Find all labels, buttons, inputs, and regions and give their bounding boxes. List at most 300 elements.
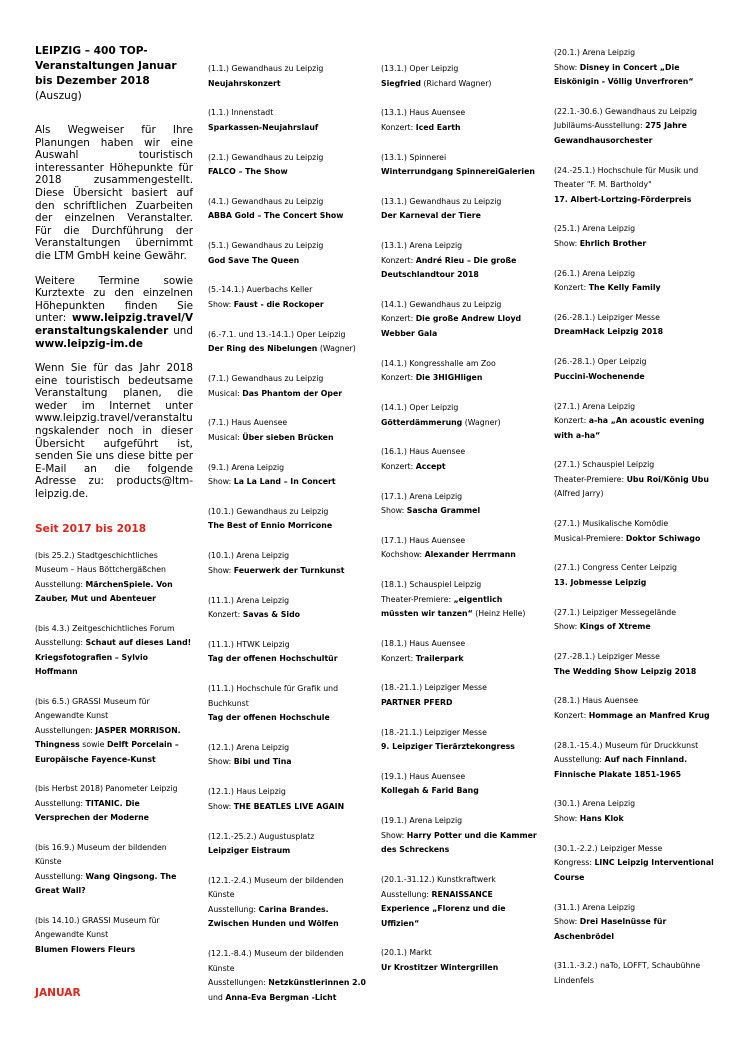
event-title: Ur Krostitzer Wintergrillen xyxy=(381,962,499,972)
event-category: Ausstellung: xyxy=(35,638,84,648)
event-title: Der Karneval der Tiere xyxy=(381,211,481,221)
event-title: Trailerpark xyxy=(415,653,464,663)
event-entry xyxy=(381,490,539,519)
event-category: Ausstellungen: xyxy=(35,725,93,735)
event-title: Drei Haselnüsse für Aschenbrödel xyxy=(554,917,667,941)
event-entry xyxy=(35,782,193,826)
event-title: 13. Jobmesse Leipzig xyxy=(554,577,647,587)
event-detail xyxy=(208,209,366,224)
event-detail xyxy=(554,119,714,148)
event-entry xyxy=(381,814,539,858)
event-category: Konzert: xyxy=(381,373,414,383)
event-date-venue: (27.1.) Arena Leipzig xyxy=(554,401,636,411)
event-date-venue: (1.1.) Gewandhaus zu Leipzig xyxy=(208,64,324,73)
event-entry xyxy=(208,830,366,859)
event-title: 275 Jahre Gewandhausorchester xyxy=(554,121,687,145)
event-category: Show: xyxy=(554,813,578,823)
event-detail xyxy=(554,576,714,591)
event-title: Hans Klok xyxy=(579,813,624,823)
event-title: Leipziger Eistraum xyxy=(208,846,291,856)
event-detail xyxy=(381,254,539,283)
event-entry xyxy=(208,416,366,445)
event-title: Blumen Flowers Fleurs xyxy=(35,944,136,954)
event-detail xyxy=(554,281,714,296)
event-entry xyxy=(381,151,539,180)
event-date-venue: (13.1.) Oper Leipzig xyxy=(381,64,459,73)
event-date-venue: (31.1.-3.2.) naTo, LOFFT, Schaubühne Lindenfels xyxy=(554,961,701,985)
event-detail xyxy=(208,298,366,313)
event-detail xyxy=(554,812,714,827)
event-date-venue: (12.1.-8.4.) Museum der bildenden Künste xyxy=(208,949,344,973)
intro-paragraph-1: Als Wegweiser für Ihre Planungen haben wir eine Auswahl touristisch interessanter Höhepunkte für 2018 zusammengestellt. Diese Übersicht basiert auf den schriftlichen Zuarbeiten der einzelnen Veranstalter. Für die Durchführung der Veranstaltungen übernimmt die LTM GmbH keine Gewähr. xyxy=(35,124,193,262)
event-detail xyxy=(554,237,714,252)
event-entry xyxy=(208,328,366,357)
event-date-venue: (12.1.-2.4.) Museum der bildenden Künste xyxy=(208,875,344,900)
event-entry xyxy=(381,195,539,224)
event-detail xyxy=(554,325,714,340)
event-detail xyxy=(208,652,366,667)
column-events-2 xyxy=(208,62,366,1020)
event-note: (Wagner) xyxy=(319,344,356,354)
event-detail xyxy=(381,504,539,519)
event-category: Konzert: xyxy=(381,461,414,471)
event-date-venue: (26.1.) Arena Leipzig xyxy=(554,268,636,278)
event-detail xyxy=(35,797,193,826)
event-date-venue: (13.1.) Haus Auensee xyxy=(381,108,466,118)
event-detail xyxy=(35,943,193,958)
event-date-venue: (1.1.) Innenstadt xyxy=(208,108,274,118)
event-title: The Kelly Family xyxy=(588,283,661,293)
event-date-venue: (12.1.) Arena Leipzig xyxy=(208,742,290,752)
event-entry xyxy=(554,458,714,502)
event-title: Hommage an Manfred Krug xyxy=(588,710,710,720)
event-date-venue: (20.1.) Markt xyxy=(381,948,432,958)
event-title: Sascha Grammel xyxy=(406,506,481,516)
event-title: Kollegah & Farid Bang xyxy=(381,786,479,796)
event-entry xyxy=(554,517,714,546)
event-detail xyxy=(381,209,539,224)
event-title: Die 3HIGHligen xyxy=(415,373,483,383)
event-title: Carina Brandes. Zwischen Hunden und Wölfen xyxy=(208,904,339,929)
event-category: Musical: xyxy=(208,432,240,442)
event-entry xyxy=(208,741,366,770)
event-entry xyxy=(554,400,714,444)
event-category: Kongress: xyxy=(554,858,592,868)
event-date-venue: (bis Herbst 2018) Panometer Leipzig xyxy=(35,784,178,794)
event-category: Show: xyxy=(208,477,232,487)
event-detail xyxy=(554,532,714,547)
event-title: Das Phantom der Oper xyxy=(242,388,343,398)
event-date-venue: (19.1.) Haus Auensee xyxy=(381,771,466,781)
event-title: Bibi und Tina xyxy=(233,757,292,767)
event-date-venue: (bis 14.10.) GRASSI Museum für Angewandte Kunst xyxy=(35,915,160,940)
event-date-venue: (24.-25.1.) Hochschule für Musik und Theater "F. M. Bartholdy" xyxy=(554,165,699,190)
event-title: Winterrundgang SpinnereiGalerien xyxy=(381,167,535,177)
event-date-venue: (16.1.) Haus Auensee xyxy=(381,447,466,457)
event-title: 9. Leipziger Tierärztekongress xyxy=(381,742,515,752)
event-note: (Alfred Jarry) xyxy=(554,489,604,499)
event-date-venue: (25.1.) Arena Leipzig xyxy=(554,224,636,234)
event-category: Musical-Premiere: xyxy=(554,533,624,543)
event-title: 17. Albert-Lortzing-Förderpreis xyxy=(554,194,692,204)
event-detail xyxy=(35,870,193,899)
event-detail xyxy=(381,121,539,136)
event-entry xyxy=(381,534,539,563)
event-category: Show: xyxy=(554,917,578,927)
event-detail xyxy=(208,475,366,490)
event-entry xyxy=(208,106,366,135)
event-title: TITANIC. Die Versprechen der Moderne xyxy=(35,798,149,823)
event-detail xyxy=(208,903,366,932)
event-title: LINC Leipzig Interventional Course xyxy=(554,858,714,882)
event-entry xyxy=(554,797,714,826)
event-entry xyxy=(208,372,366,401)
event-date-venue: (7.1.) Gewandhaus zu Leipzig xyxy=(208,374,324,384)
event-entry xyxy=(381,770,539,799)
event-category: Theater-Premiere: xyxy=(554,474,625,484)
event-detail xyxy=(381,77,539,92)
event-category: Jubiläums-Ausstellung: xyxy=(554,121,643,131)
event-entry xyxy=(208,638,366,667)
event-detail xyxy=(554,665,714,680)
event-detail xyxy=(381,740,539,755)
event-category: Ausstellung: xyxy=(554,755,603,765)
event-title: God Save The Queen xyxy=(208,255,300,265)
event-detail xyxy=(381,829,539,858)
event-entry xyxy=(381,681,539,710)
event-date-venue: (12.1.-25.2.) Augustusplatz xyxy=(208,831,315,841)
event-detail xyxy=(554,193,714,208)
event-category: Ausstellung: xyxy=(35,871,84,881)
event-title: Alexander Herrmann xyxy=(424,550,516,560)
event-category: Show: xyxy=(554,622,578,632)
event-date-venue: (11.1.) Hochschule für Grafik und Buchkunst xyxy=(208,684,339,708)
event-entry xyxy=(381,873,539,931)
event-title: RENAISSANCE Experience „Florenz und die Uffizien“ xyxy=(381,889,506,928)
page-title xyxy=(35,44,193,104)
event-title-2: Anna-Eva Bergman -Licht xyxy=(225,992,337,1002)
event-entry xyxy=(381,298,539,342)
event-title: MärchenSpiele. Von Zauber, Mut und Abenteuer xyxy=(35,579,173,604)
event-date-venue: (bis 25.2.) Stadtgeschichtliches Museum – Haus Böttchergäßchen xyxy=(35,550,166,575)
page-title-text: LEIPZIG – 400 TOP-Veranstaltungen Januar bis Dezember 2018 xyxy=(35,45,177,87)
seit-entries-list xyxy=(35,549,193,958)
event-title: Harry Potter und die Kammer des Schreckens xyxy=(381,830,537,855)
event-note: (Richard Wagner) xyxy=(423,78,492,88)
event-category: Musical: xyxy=(208,388,240,398)
event-title: Feuerwerk der Turnkunst xyxy=(233,565,345,575)
event-detail xyxy=(554,414,714,443)
event-detail xyxy=(35,636,193,680)
event-title: Puccini-Wochenende xyxy=(554,371,645,381)
event-entry xyxy=(208,594,366,623)
event-detail xyxy=(554,473,714,502)
event-title: Neujahrskonzert xyxy=(208,78,281,88)
event-entry xyxy=(554,694,714,723)
event-entry xyxy=(381,62,539,91)
event-date-venue: (28.1.-15.4.) Museum für Druckkunst xyxy=(554,740,699,750)
event-title: „eigentlich müssten wir tanzen“ xyxy=(381,594,503,619)
event-title: Über sieben Brücken xyxy=(242,432,334,442)
event-entry xyxy=(35,695,193,768)
event-title: Savas & Sido xyxy=(242,610,301,620)
intro-paragraph-3: Wenn Sie für das Jahr 2018 eine touristisch bedeutsame Veranstaltung planen, die weder im Internet unter www.leipzig.travel/veranstaltungskalender noch in dieser Übersicht aufgeführt ist, senden Sie uns diese bitte per E-Mail an die folgende Adresse zu: products@ltm-leipzig.de. xyxy=(35,362,193,501)
event-category: Ausstellung: xyxy=(35,798,84,808)
event-entry xyxy=(554,267,714,296)
event-date-venue: (27.1.) Leipziger Messegelände xyxy=(554,607,677,617)
event-date-venue: (20.1.-31.12.) Kunstkraftwerk xyxy=(381,875,496,885)
event-date-venue: (18.1.) Schauspiel Leipzig xyxy=(381,580,482,590)
event-title: Wang Qingsong. The Great Wall? xyxy=(35,871,177,896)
event-title: Der Ring des Nibelungen xyxy=(208,344,318,354)
event-date-venue: (19.1.) Arena Leipzig xyxy=(381,816,463,826)
event-title: The Wedding Show Leipzig 2018 xyxy=(554,666,697,676)
event-entry xyxy=(35,914,193,958)
event-entry xyxy=(554,650,714,679)
event-entry xyxy=(381,726,539,755)
event-detail xyxy=(381,165,539,180)
event-detail xyxy=(381,888,539,932)
event-date-venue: (28.1.) Haus Auensee xyxy=(554,696,639,706)
event-date-venue: (bis 6.5.) GRASSI Museum für Angewandte Kunst xyxy=(35,696,150,721)
event-category: Show: xyxy=(208,299,232,309)
event-detail xyxy=(381,961,539,976)
event-title: DreamHack Leipzig 2018 xyxy=(554,327,664,337)
event-date-venue: (14.1.) Gewandhaus zu Leipzig xyxy=(381,299,502,309)
event-detail xyxy=(208,387,366,402)
link-leipzig-im[interactable]: www.leipzig-im.de xyxy=(35,337,143,350)
event-entry xyxy=(208,151,366,180)
event-detail xyxy=(208,254,366,269)
event-entry xyxy=(381,239,539,283)
event-category: Ausstellungen: xyxy=(208,978,266,988)
event-connector: sowie xyxy=(82,740,105,750)
event-date-venue: (27.1.) Schauspiel Leipzig xyxy=(554,460,655,470)
event-entry xyxy=(35,622,193,680)
event-title: Die große Andrew Lloyd Webber Gala xyxy=(381,314,522,338)
event-date-venue: (17.1.) Haus Auensee xyxy=(381,535,466,545)
event-entry xyxy=(381,637,539,666)
event-detail xyxy=(381,784,539,799)
event-detail xyxy=(208,844,366,859)
event-date-venue: (7.1.) Haus Auensee xyxy=(208,418,288,428)
event-category: Konzert: xyxy=(381,653,414,663)
link-veranstaltungskalender[interactable]: www.leipzig.travel/Veranstaltungskalender xyxy=(35,312,193,337)
event-entry xyxy=(381,445,539,474)
column-events-3 xyxy=(381,62,539,991)
event-category: Kochshow: xyxy=(381,550,423,560)
event-entry xyxy=(554,901,714,945)
event-date-venue: (11.1.) Arena Leipzig xyxy=(208,595,290,605)
event-entry xyxy=(554,164,714,208)
event-category: Konzert: xyxy=(554,710,587,720)
event-title: The Best of Ennio Morricone xyxy=(208,521,333,531)
event-title: Disney in Concert „Die Eiskönigin - Völlig Unverfroren“ xyxy=(554,62,694,86)
event-date-venue: (30.1.) Arena Leipzig xyxy=(554,799,636,809)
event-date-venue: (31.1.) Arena Leipzig xyxy=(554,902,636,912)
event-date-venue: (6.-7.1. und 13.-14.1.) Oper Leipzig xyxy=(208,329,346,339)
event-date-venue: (2.1.) Gewandhaus zu Leipzig xyxy=(208,152,324,162)
event-detail xyxy=(208,342,366,357)
event-entry xyxy=(554,355,714,384)
event-entry xyxy=(208,682,366,726)
event-date-venue: (18.-21.1.) Leipziger Messe xyxy=(381,683,487,693)
event-detail xyxy=(381,416,539,431)
event-detail xyxy=(208,976,366,1005)
event-title: a-ha „An acoustic evening with a-ha“ xyxy=(554,416,705,440)
event-date-venue: (17.1.) Arena Leipzig xyxy=(381,491,463,501)
event-title: Faust - die Rockoper xyxy=(233,299,324,309)
event-detail xyxy=(381,593,539,622)
section-heading-seit: Seit 2017 bis 2018 xyxy=(35,522,147,535)
event-title-2: Delft Porcelain – Europäische Fayence-Kunst xyxy=(35,740,179,764)
event-detail xyxy=(208,800,366,815)
event-detail xyxy=(208,755,366,770)
event-detail xyxy=(35,578,193,607)
event-title: Ubu Roi/König Ubu xyxy=(626,474,709,484)
column-events-4 xyxy=(554,46,714,1004)
event-category: Konzert: xyxy=(554,416,587,426)
event-detail xyxy=(35,724,193,768)
event-title: ABBA Gold – The Concert Show xyxy=(208,211,344,221)
event-title: THE BEATLES LIVE AGAIN xyxy=(233,801,345,811)
event-entry xyxy=(554,105,714,149)
page-subtitle: (Auszug) xyxy=(35,90,82,102)
event-entry xyxy=(35,549,193,607)
event-entry xyxy=(381,357,539,386)
event-title: Accept xyxy=(415,461,446,471)
event-entry xyxy=(381,578,539,622)
event-note: (Wagner) xyxy=(464,417,501,427)
event-detail xyxy=(554,915,714,944)
event-date-venue: (14.1.) Oper Leipzig xyxy=(381,403,459,413)
event-category: Ausstellung: xyxy=(381,889,430,899)
event-date-venue: (4.1.) Gewandhaus zu Leipzig xyxy=(208,196,324,206)
event-date-venue: (11.1.) HTWK Leipzig xyxy=(208,639,290,649)
event-entry xyxy=(381,106,539,135)
event-date-venue: (26.-28.1.) Oper Leipzig xyxy=(554,357,647,367)
event-date-venue: (18.-21.1.) Leipziger Messe xyxy=(381,727,487,737)
event-title: JASPER MORRISON. Thingness xyxy=(35,725,181,750)
event-category: Konzert: xyxy=(381,255,414,265)
event-date-venue: (27.1.) Musikalische Komödie xyxy=(554,519,669,529)
event-entry xyxy=(208,874,366,932)
event-detail xyxy=(381,371,539,386)
event-title: Iced Earth xyxy=(415,122,461,132)
event-entry xyxy=(554,561,714,590)
event-entry xyxy=(554,46,714,90)
event-title: Netzkünstlerinnen 2.0 xyxy=(268,978,366,988)
event-detail xyxy=(381,696,539,711)
intro-paragraph-2-text: Weitere Termine sowie Kurztexte zu den einzelnen Höhepunkten finden Sie unter: xyxy=(35,274,193,325)
event-entry xyxy=(208,239,366,268)
event-date-venue: (12.1.) Haus Leipzig xyxy=(208,787,286,797)
event-detail xyxy=(208,165,366,180)
event-title: PARTNER PFERD xyxy=(381,697,453,707)
event-detail xyxy=(554,61,714,90)
event-date-venue: (13.1.) Gewandhaus zu Leipzig xyxy=(381,196,502,206)
event-category: Konzert: xyxy=(208,610,241,620)
event-title: Kings of Xtreme xyxy=(579,622,651,632)
event-title: Auf nach Finnland. Finnische Plakate 1851-1965 xyxy=(554,755,688,779)
event-title: Siegfried xyxy=(381,78,421,88)
event-date-venue: (27.-28.1.) Leipziger Messe xyxy=(554,652,660,662)
event-date-venue: (30.1.-2.2.) Leipziger Messe xyxy=(554,843,663,853)
event-entry xyxy=(208,549,366,578)
event-date-venue: (14.1.) Kongresshalle am Zoo xyxy=(381,358,496,368)
event-date-venue: (26.-28.1.) Leipziger Messe xyxy=(554,312,660,322)
event-note: (Heinz Helle) xyxy=(475,609,526,619)
event-date-venue: (5.-14.1.) Auerbachs Keller xyxy=(208,285,313,295)
event-detail xyxy=(208,121,366,136)
event-entry xyxy=(554,606,714,635)
event-entry xyxy=(208,785,366,814)
event-detail xyxy=(554,753,714,782)
intro-and: und xyxy=(173,324,193,337)
event-entry xyxy=(208,461,366,490)
event-entry xyxy=(381,401,539,430)
event-date-venue: (20.1.) Arena Leipzig xyxy=(554,48,636,57)
event-detail xyxy=(381,460,539,475)
event-entry xyxy=(35,841,193,899)
event-category: Konzert: xyxy=(554,283,587,293)
event-title: Götterdämmerung xyxy=(381,417,463,427)
event-entry xyxy=(381,946,539,975)
event-category: Show: xyxy=(554,238,578,248)
event-entry xyxy=(554,222,714,251)
event-date-venue: (5.1.) Gewandhaus zu Leipzig xyxy=(208,241,324,251)
event-date-venue: (10.1.) Gewandhaus zu Leipzig xyxy=(208,506,329,516)
event-date-venue: (10.1.) Arena Leipzig xyxy=(208,551,290,561)
event-detail xyxy=(208,711,366,726)
event-detail xyxy=(381,548,539,563)
event-category: Show: xyxy=(554,62,578,72)
event-category: Konzert: xyxy=(381,314,414,324)
event-detail xyxy=(381,312,539,341)
event-title: FALCO – The Show xyxy=(208,167,288,177)
event-entry xyxy=(208,62,366,91)
intro-paragraph-2 xyxy=(35,275,193,351)
event-detail xyxy=(554,620,714,635)
event-title: Sparkassen-Neujahrslauf xyxy=(208,122,319,132)
event-detail xyxy=(208,564,366,579)
event-detail xyxy=(381,652,539,667)
column-intro xyxy=(35,44,193,1013)
event-category: Show: xyxy=(381,506,405,516)
event-entry xyxy=(554,739,714,783)
event-date-venue: (22.1.-30.6.) Gewandhaus zu Leipzig xyxy=(554,106,697,116)
event-date-venue: (13.1.) Arena Leipzig xyxy=(381,241,463,251)
event-detail xyxy=(554,709,714,724)
event-entry xyxy=(554,842,714,886)
event-entry xyxy=(208,947,366,1005)
section-heading-januar: JANUAR xyxy=(35,987,81,1000)
event-detail xyxy=(208,77,366,92)
event-detail xyxy=(554,856,714,885)
event-category: Konzert: xyxy=(381,122,414,132)
event-date-venue: (13.1.) Spinnerei xyxy=(381,152,447,162)
event-title: Schaut auf dieses Land! Kriegsfotografien – Sylvio Hoffmann xyxy=(35,638,192,677)
event-entry xyxy=(554,311,714,340)
event-entry xyxy=(208,505,366,534)
event-title: Tag der offenen Hochschultür xyxy=(208,654,338,664)
event-date-venue: (bis 4.3.) Zeitgeschichtliches Forum xyxy=(35,623,175,633)
event-detail xyxy=(208,431,366,446)
event-detail xyxy=(208,608,366,623)
event-date-venue: (bis 16.9.) Museum der bildenden Künste xyxy=(35,842,167,867)
event-detail xyxy=(554,370,714,385)
event-category: Ausstellung: xyxy=(35,579,84,589)
